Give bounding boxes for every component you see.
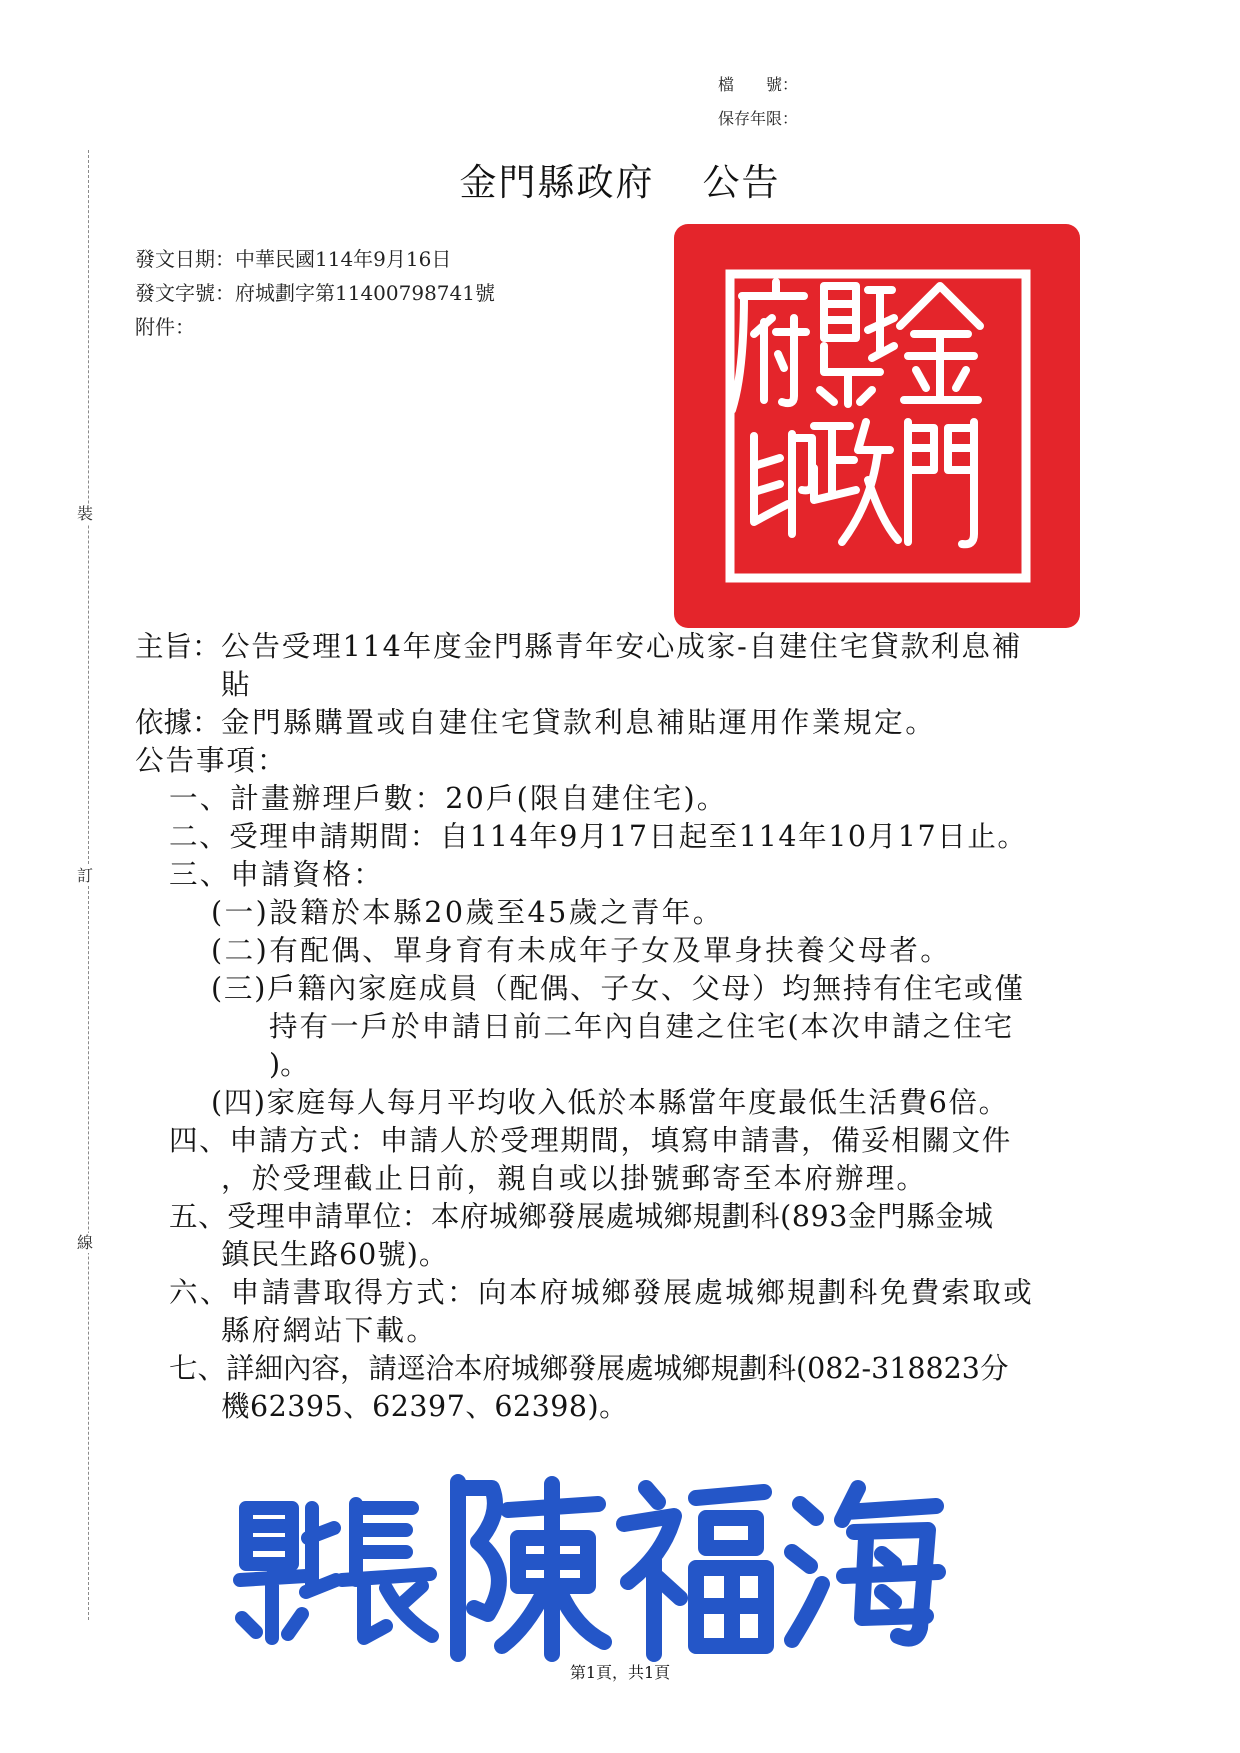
header-info — [135, 242, 495, 344]
item-3-sub-3-line-1: (三)戶籍內家庭成員（配偶、子女、父母）均無持有住宅或僅 — [211, 972, 1025, 1005]
item-6-line-1: 六、申請書取得方式：向本府城鄉發展處城鄉規劃科免費索取或 — [169, 1276, 1035, 1309]
item-1-households: 一、計畫辦理戶數：20戶(限自建住宅)。 — [169, 782, 728, 815]
binding-char-xian: 線 — [77, 1233, 94, 1252]
reference-number: 發文字號：府城劃字第11400798741號 — [135, 281, 495, 305]
page-number: 第1頁，共1頁 — [569, 1663, 671, 1682]
items-heading: 公告事項： — [135, 744, 288, 777]
basis-label: 依據： — [135, 706, 221, 739]
signature-glyph-chen — [458, 1482, 604, 1654]
item-7-line-2: 機62395、62397、62398)。 — [221, 1390, 629, 1423]
official-seal — [672, 222, 1082, 630]
item-5-line-2: 鎮民生路60號)。 — [221, 1238, 449, 1271]
item-4-line-2: ，於受理截止日前，親自或以掛號郵寄至本府辦理。 — [221, 1162, 928, 1195]
item-7-line-1: 七、詳細內容，請逕洽本府城鄉發展處城鄉規劃科(082-318823分 — [169, 1352, 1009, 1385]
issue-date: 發文日期：中華民國114年9月16日 — [135, 247, 452, 271]
item-3-sub-3-line-2: 持有一戶於申請日前二年內自建之住宅(本次申請之住宅 — [269, 1010, 1015, 1043]
item-5-line-1: 五、受理申請單位：本府城鄉發展處城鄉規劃科(893金門縣金城 — [169, 1200, 994, 1233]
file-number-label: 檔 號： — [718, 75, 799, 94]
item-4-line-1: 四、申請方式：申請人於受理期間，填寫申請書，備妥相關文件 — [169, 1124, 1012, 1157]
document-title — [0, 152, 1240, 206]
subject-text-line-1: 公告受理114年度金門縣青年安心成家-自建住宅貸款利息補 — [221, 630, 1023, 663]
basis-text: 金門縣購置或自建住宅貸款利息補貼運用作業規定。 — [221, 706, 937, 739]
attachment-label: 附件： — [135, 315, 195, 339]
item-3-eligibility: 三、申請資格： — [169, 858, 384, 891]
item-3-sub-1: (一)設籍於本縣20歲至45歲之青年。 — [211, 896, 724, 929]
subject-label: 主旨： — [135, 630, 221, 663]
seal-background — [674, 224, 1080, 628]
signature-glyph-fu — [624, 1488, 766, 1654]
item-2-application-period: 二、受理申請期間：自114年9月17日起至114年10月17日止。 — [169, 820, 1028, 853]
subject-text-line-2: 貼 — [221, 668, 250, 701]
signature-stamp — [226, 1468, 952, 1664]
item-3-sub-2: (二)有配偶、單身育有未成年子女及單身扶養父母者。 — [211, 934, 952, 967]
document-type: 公告 — [702, 161, 781, 204]
signature-glyph-hai — [792, 1488, 938, 1640]
item-3-sub-4: (四)家庭每人每月平均收入低於本縣當年度最低生活費6倍。 — [211, 1086, 1009, 1119]
file-meta — [718, 68, 798, 136]
signature-glyph-xian — [240, 1508, 336, 1638]
binding-char-zhuang: 裝 — [77, 504, 94, 523]
item-3-sub-3-line-3: )。 — [269, 1048, 309, 1081]
item-6-line-2: 縣府網站下載。 — [221, 1314, 438, 1347]
agency-name: 金門縣政府 — [459, 161, 655, 204]
binding-char-ding: 訂 — [77, 866, 94, 885]
signature-glyph-chang — [342, 1504, 432, 1638]
retention-period-label: 保存年限： — [718, 109, 799, 128]
